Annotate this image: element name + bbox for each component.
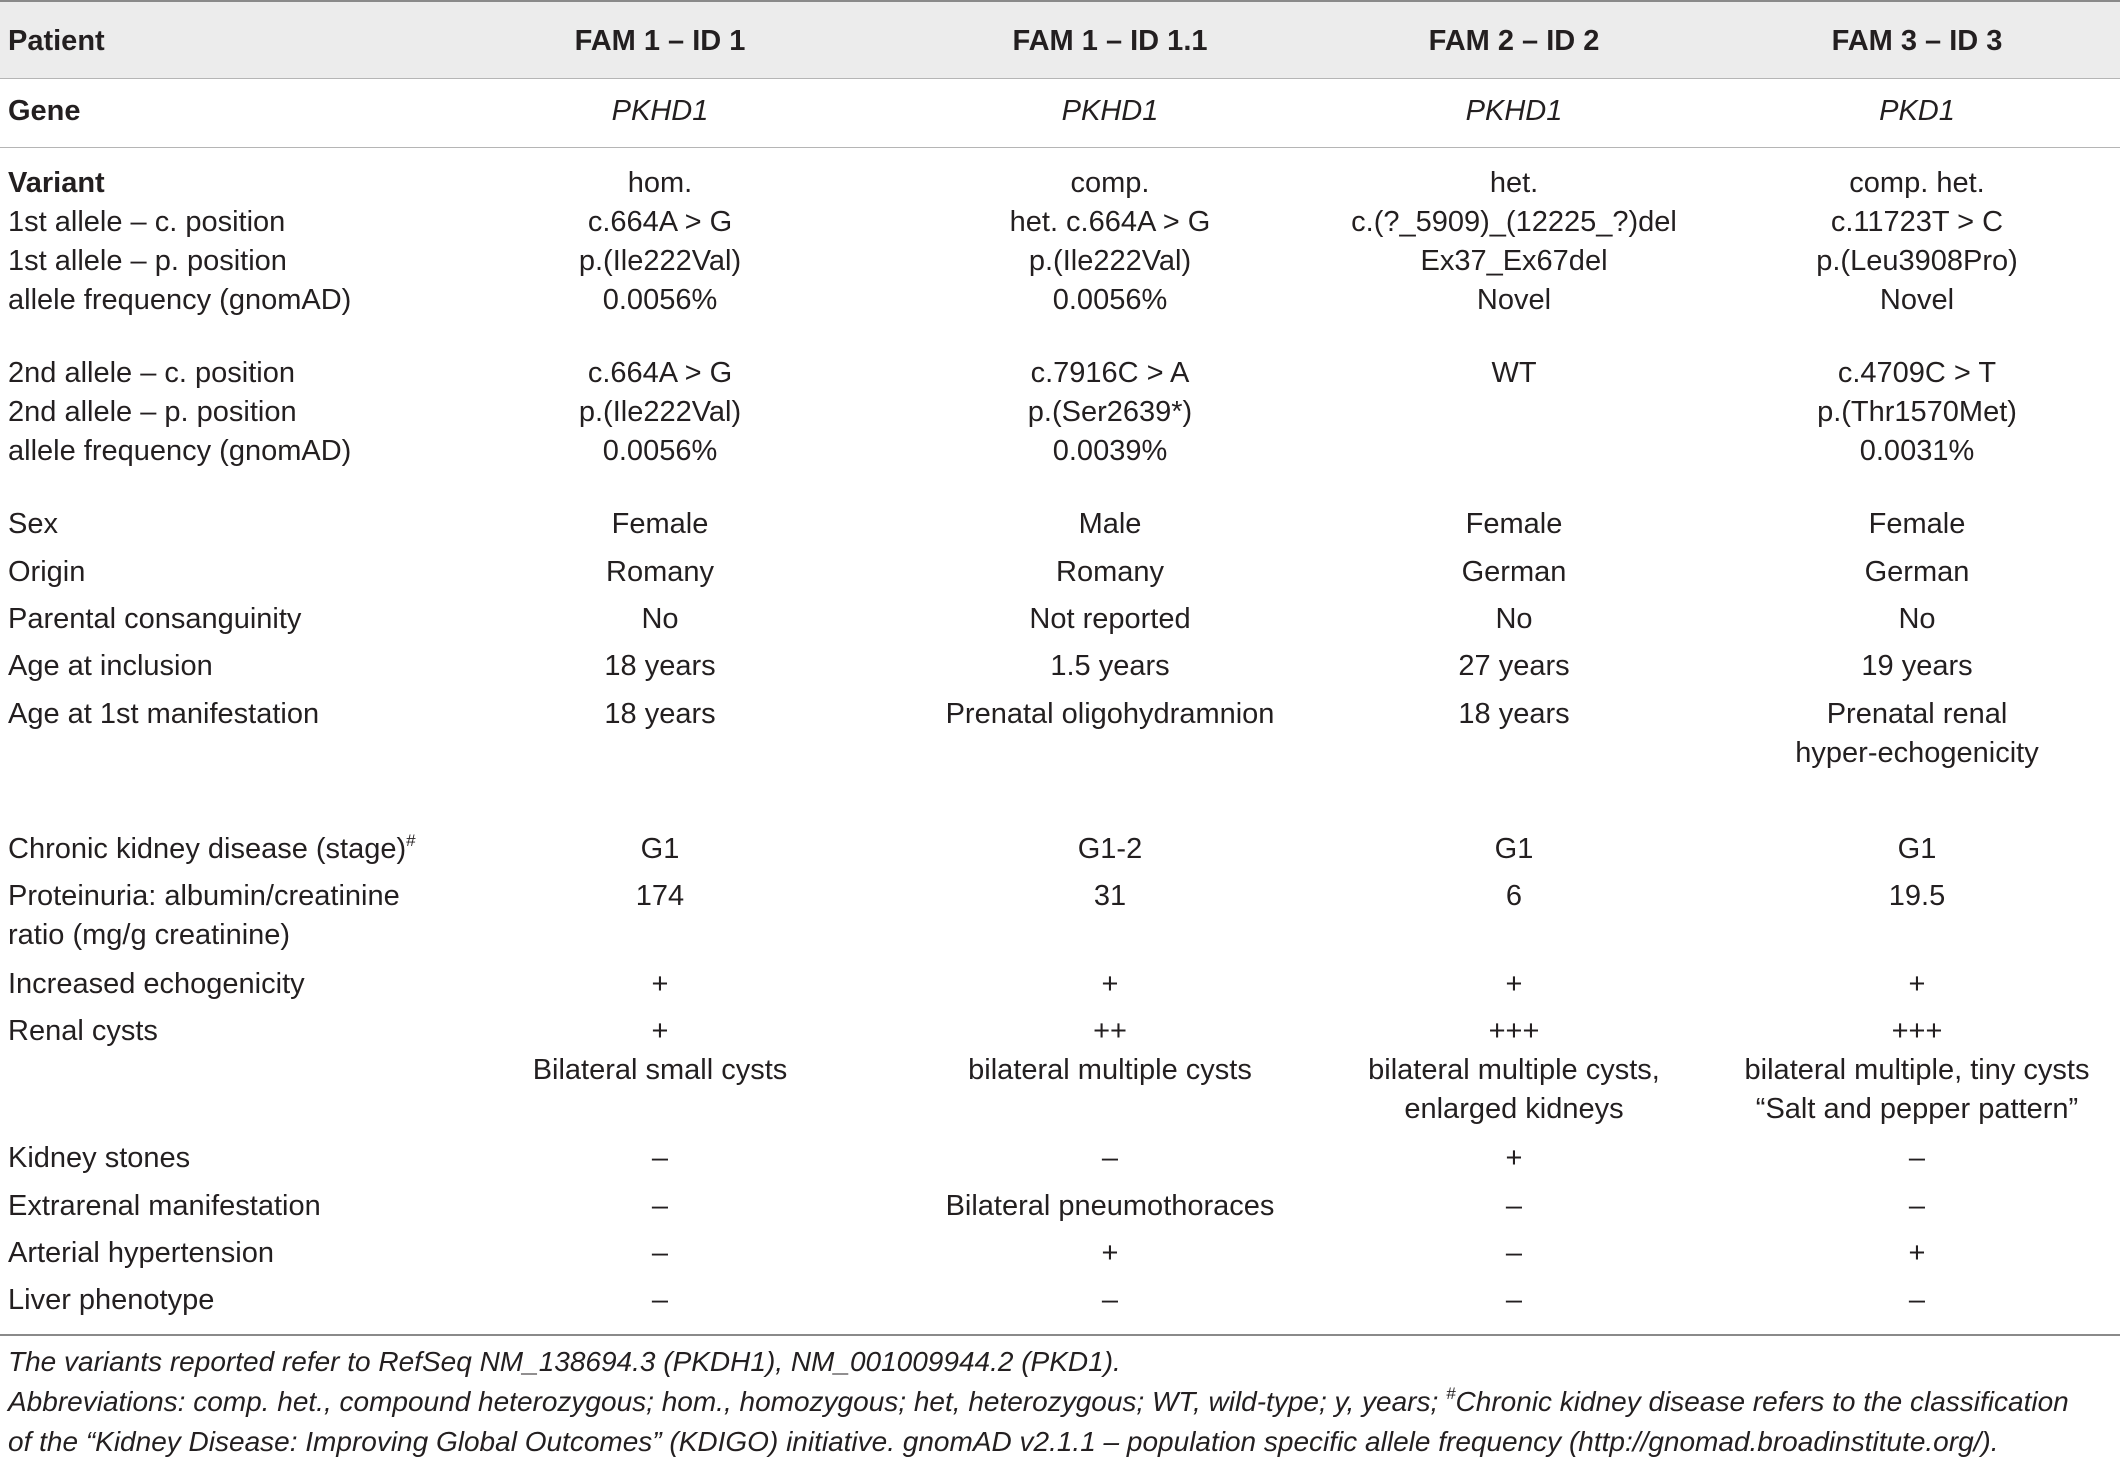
proteinuria-value-3: 6 bbox=[1505, 880, 1523, 912]
allele1-c: c.664A > G bbox=[587, 206, 733, 238]
allele2-p: p.(Ser2639*) bbox=[1027, 396, 1193, 428]
hypertension-value-2: + bbox=[1101, 1237, 1119, 1269]
allele2-col-2 bbox=[910, 354, 1310, 471]
variant-col-2 bbox=[910, 164, 1310, 320]
origin-value-2: Romany bbox=[1056, 556, 1164, 588]
sex-value-2: Male bbox=[1078, 508, 1142, 540]
allele1-c: het. c.664A > G bbox=[1009, 206, 1211, 238]
stones-value-3: + bbox=[1505, 1142, 1523, 1174]
echogenicity-value-3: + bbox=[1505, 968, 1523, 1000]
gene-value-2: PKHD1 bbox=[1061, 95, 1159, 127]
allele2-c: c.664A > G bbox=[587, 357, 733, 389]
consanguinity-value-4: No bbox=[1898, 603, 1936, 635]
renal-cysts-grade: +++ bbox=[1891, 1015, 1943, 1047]
renal-cysts-desc-line2: “Salt and pepper pattern” bbox=[1755, 1093, 2079, 1125]
consanguinity-label: Parental consanguinity bbox=[8, 603, 302, 635]
allele2-p: p.(Ile222Val) bbox=[578, 396, 742, 428]
renal-cysts-desc-line1: bilateral multiple cysts, bbox=[1368, 1054, 1660, 1086]
footnote-line2-sup: # bbox=[1446, 1384, 1456, 1403]
allele2-col-3 bbox=[1314, 354, 1714, 393]
age-manifestation-value-1: 18 years bbox=[604, 698, 716, 730]
age-inclusion-value-1: 18 years bbox=[604, 650, 716, 682]
age-manifestation-value-4-line2: hyper-echogenicity bbox=[1795, 737, 2039, 769]
renal-cysts-grade: + bbox=[651, 1015, 669, 1047]
header-rule bbox=[0, 78, 2120, 79]
liver-value-1: – bbox=[651, 1284, 669, 1316]
gene-label: Gene bbox=[8, 95, 81, 127]
header-col-4: FAM 3 – ID 3 bbox=[1831, 25, 2003, 57]
ckd-value-3: G1 bbox=[1494, 833, 1534, 865]
allele2-col-1 bbox=[460, 354, 860, 471]
allele1-p-label: 1st allele – p. position bbox=[8, 245, 287, 277]
liver-value-2: – bbox=[1101, 1284, 1119, 1316]
footnote-line2-b: Chronic kidney disease refers to the classification bbox=[1455, 1386, 2069, 1417]
extrarenal-label: Extrarenal manifestation bbox=[8, 1190, 321, 1222]
extrarenal-value-1: – bbox=[651, 1190, 669, 1222]
echogenicity-value-1: + bbox=[651, 968, 669, 1000]
variant-type: hom. bbox=[627, 167, 693, 199]
allele2-c: c.7916C > A bbox=[1030, 357, 1190, 389]
renal-cysts-desc-line1: bilateral multiple cysts bbox=[968, 1054, 1252, 1086]
header-col-2: FAM 1 – ID 1.1 bbox=[1012, 25, 1208, 57]
renal-cysts-desc-line1: bilateral multiple, tiny cysts bbox=[1744, 1054, 2090, 1086]
allele1-p: p.(Ile222Val) bbox=[578, 245, 742, 277]
renal-cysts-col-2 bbox=[910, 1012, 1310, 1090]
gene-value-1: PKHD1 bbox=[611, 95, 709, 127]
origin-label: Origin bbox=[8, 556, 86, 588]
allele1-p: Ex37_Ex67del bbox=[1420, 245, 1608, 277]
renal-cysts-grade: ++ bbox=[1093, 1015, 1127, 1047]
variant-type: comp. het. bbox=[1849, 167, 1985, 199]
allele2-c: WT bbox=[1491, 357, 1537, 389]
ckd-value-4: G1 bbox=[1897, 833, 1937, 865]
origin-value-4: German bbox=[1864, 556, 1970, 588]
footnote-line1: The variants reported refer to RefSeq NM_138694.3 (PKDH1), NM_001009944.2 (PKD1). bbox=[8, 1346, 1121, 1377]
header-col-3: FAM 2 – ID 2 bbox=[1428, 25, 1600, 57]
extrarenal-value-3: – bbox=[1505, 1190, 1523, 1222]
stones-value-4: – bbox=[1908, 1142, 1926, 1174]
consanguinity-value-3: No bbox=[1495, 603, 1533, 635]
allele1-freq: 0.0056% bbox=[1052, 284, 1168, 316]
renal-cysts-col-4 bbox=[1717, 1012, 2117, 1129]
ckd-label-sup: # bbox=[406, 831, 416, 850]
footnote-line3: of the “Kidney Disease: Improving Global Outcomes” (KDIGO) initiative. gnomAD v2.1.1 – population specific allele frequency (http://gnomad.broadinstitute.org/). bbox=[8, 1426, 1999, 1457]
gene-value-4: PKD1 bbox=[1879, 95, 1955, 127]
consanguinity-value-1: No bbox=[641, 603, 679, 635]
echogenicity-value-4: + bbox=[1908, 968, 1926, 1000]
allele2-p-label: 2nd allele – p. position bbox=[8, 396, 297, 428]
extrarenal-value-4: – bbox=[1908, 1190, 1926, 1222]
allele2-freq-label: allele frequency (gnomAD) bbox=[8, 435, 352, 467]
echogenicity-label: Increased echogenicity bbox=[8, 968, 305, 1000]
renal-cysts-desc-line2: enlarged kidneys bbox=[1404, 1093, 1624, 1125]
renal-cysts-col-1 bbox=[460, 1012, 860, 1090]
allele1-c: c.11723T > C bbox=[1830, 206, 2004, 238]
header-col-1: FAM 1 – ID 1 bbox=[574, 25, 746, 57]
allele1-freq: Novel bbox=[1476, 284, 1552, 316]
proteinuria-value-1: 174 bbox=[635, 880, 685, 912]
renal-cysts-desc-line1: Bilateral small cysts bbox=[532, 1054, 788, 1086]
origin-value-3: German bbox=[1461, 556, 1567, 588]
bottom-rule bbox=[0, 1334, 2120, 1336]
age-manifestation-value-3: 18 years bbox=[1458, 698, 1570, 730]
ckd-value-1: G1 bbox=[640, 833, 680, 865]
allele2-p: p.(Thr1570Met) bbox=[1817, 396, 2017, 428]
age-manifestation-value-4 bbox=[1717, 695, 2117, 773]
variant-col-4 bbox=[1717, 164, 2117, 320]
variant-label: Variant bbox=[8, 167, 105, 199]
sex-label: Sex bbox=[8, 508, 58, 540]
echogenicity-value-2: + bbox=[1101, 968, 1119, 1000]
liver-value-3: – bbox=[1505, 1284, 1523, 1316]
proteinuria-value-4: 19.5 bbox=[1888, 880, 1946, 912]
header-patient-label: Patient bbox=[8, 25, 105, 57]
footnote-line2-a: Abbreviations: comp. het., compound heterozygous; hom., homozygous; het, heterozygous; WT, wild-type; y, years; bbox=[8, 1386, 1447, 1417]
age-inclusion-value-2: 1.5 years bbox=[1050, 650, 1170, 682]
proteinuria-value-2: 31 bbox=[1093, 880, 1127, 912]
liver-label: Liver phenotype bbox=[8, 1284, 215, 1316]
hypertension-value-4: + bbox=[1908, 1237, 1926, 1269]
allele1-freq: 0.0056% bbox=[602, 284, 718, 316]
allele2-freq: 0.0039% bbox=[1052, 435, 1168, 467]
sex-value-3: Female bbox=[1465, 508, 1563, 540]
age-manifestation-label: Age at 1st manifestation bbox=[8, 698, 320, 730]
allele1-c: c.(?_5909)_(12225_?)del bbox=[1351, 206, 1677, 238]
variant-col-3 bbox=[1314, 164, 1714, 320]
stones-value-1: – bbox=[651, 1142, 669, 1174]
hypertension-value-3: – bbox=[1505, 1237, 1523, 1269]
renal-cysts-grade: +++ bbox=[1488, 1015, 1540, 1047]
allele1-p: p.(Ile222Val) bbox=[1028, 245, 1192, 277]
allele2-c: c.4709C > T bbox=[1837, 357, 1997, 389]
table-footnotes bbox=[8, 1342, 2118, 1462]
hypertension-label: Arterial hypertension bbox=[8, 1237, 274, 1269]
top-rule bbox=[0, 0, 2120, 2]
gene-value-3: PKHD1 bbox=[1465, 95, 1563, 127]
sex-value-1: Female bbox=[611, 508, 709, 540]
stones-value-2: – bbox=[1101, 1142, 1119, 1174]
ckd-label: Chronic kidney disease (stage) bbox=[8, 833, 407, 865]
age-manifestation-value-2: Prenatal oligohydramnion bbox=[945, 698, 1275, 730]
variant-col-1 bbox=[460, 164, 860, 320]
allele1-freq-label: allele frequency (gnomAD) bbox=[8, 284, 352, 316]
consanguinity-value-2: Not reported bbox=[1029, 603, 1191, 635]
allele2-c-label: 2nd allele – c. position bbox=[8, 357, 295, 389]
renal-cysts-label: Renal cysts bbox=[8, 1015, 158, 1047]
allele2-freq: 0.0031% bbox=[1859, 435, 1975, 467]
hypertension-value-1: – bbox=[651, 1237, 669, 1269]
age-inclusion-value-3: 27 years bbox=[1458, 650, 1570, 682]
allele2-freq: 0.0056% bbox=[602, 435, 718, 467]
stones-label: Kidney stones bbox=[8, 1142, 191, 1174]
sex-value-4: Female bbox=[1868, 508, 1966, 540]
allele1-p: p.(Leu3908Pro) bbox=[1816, 245, 2018, 277]
age-manifestation-value-4-line1: Prenatal renal bbox=[1826, 698, 2008, 730]
allele1-freq: Novel bbox=[1879, 284, 1955, 316]
allele2-col-4 bbox=[1717, 354, 2117, 471]
gene-rule bbox=[0, 147, 2120, 148]
allele1-c-label: 1st allele – c. position bbox=[8, 206, 286, 238]
extrarenal-value-2: Bilateral pneumothoraces bbox=[945, 1190, 1275, 1222]
age-inclusion-value-4: 19 years bbox=[1861, 650, 1973, 682]
proteinuria-label-line1: Proteinuria: albumin/creatinine bbox=[8, 880, 400, 912]
footnote-line2 bbox=[8, 1382, 2118, 1422]
age-inclusion-label: Age at inclusion bbox=[8, 650, 213, 682]
renal-cysts-col-3 bbox=[1314, 1012, 1714, 1129]
variant-type: het. bbox=[1489, 167, 1539, 199]
origin-value-1: Romany bbox=[606, 556, 714, 588]
proteinuria-label-line2: ratio (mg/g creatinine) bbox=[8, 919, 291, 951]
liver-value-4: – bbox=[1908, 1284, 1926, 1316]
variant-type: comp. bbox=[1070, 167, 1150, 199]
ckd-value-2: G1-2 bbox=[1077, 833, 1143, 865]
